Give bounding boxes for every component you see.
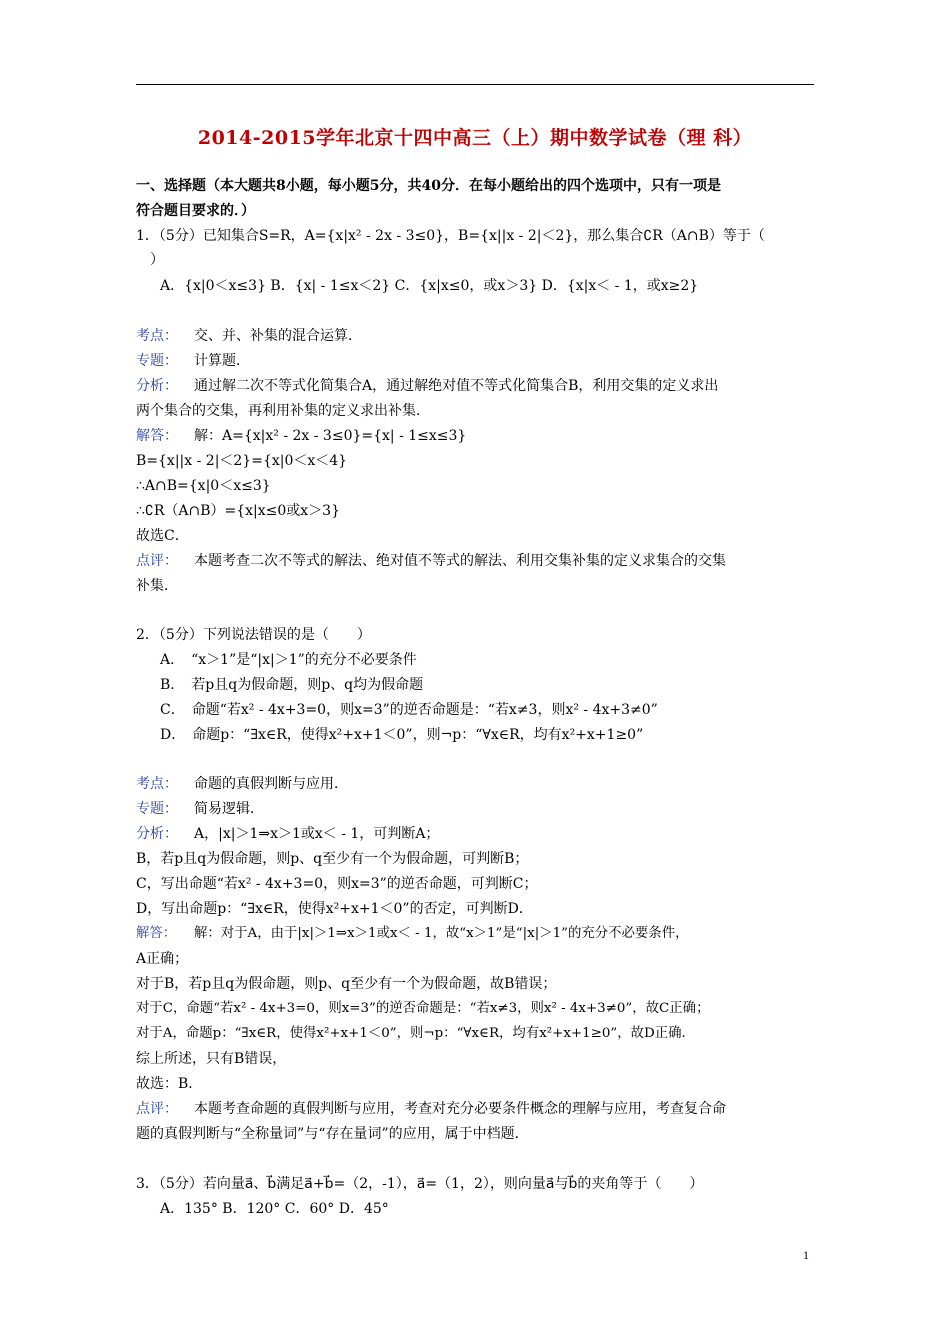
q3-stem: 3．（5分）若向量a⃗、b⃗满足a⃗+b⃗=（2，-1），a⃗=（1，2），则向量a⃗与b⃗的夹角等于（ ） <box>136 1176 704 1192</box>
label-kaodian: 考点： <box>136 328 178 344</box>
q2-option-a: A． “x＞1”是“|x|＞1”的充分不必要条件 <box>160 652 417 668</box>
q1-stem-cont: ） <box>150 252 164 268</box>
q2-jieda-line3: 对于B，若p且q为假命题，则p、q至少有一个为假命题，故B错误； <box>136 976 557 992</box>
q1-kaodian-text: 交、并、补集的混合运算． <box>194 328 362 344</box>
q2-option-d: D． 命题p：“∃x∈R，使得x²+x+1＜0”，则¬p：“∀x∈R，均有x²+x+1≥0” <box>160 727 644 743</box>
q2-zhuanti <box>136 799 264 819</box>
page-number: 1 <box>803 1248 809 1262</box>
q1-fenxi <box>136 376 718 396</box>
label-dianping: 点评： <box>136 553 178 569</box>
q3-options: A．135° B．120° C．60° D．45° <box>160 1201 389 1217</box>
q2-fenxi-line2: B，若p且q为假命题，则p、q至少有一个为假命题，可判断B； <box>136 851 529 867</box>
q1-fenxi-text: 通过解二次不等式化简集合A，通过解绝对值不等式化简集合B，利用交集的定义求出 <box>194 378 719 394</box>
label-zhuanti: 专题： <box>136 353 178 369</box>
section-heading-line1: 一、选择题（本大题共8小题，每小题5分，共40分．在每小题给出的四个选项中，只有一项是 <box>136 178 721 194</box>
q2-fenxi-line4: D，写出命题p：“∃x∈R，使得x²+x+1＜0”的否定，可判断D． <box>136 901 533 917</box>
q1-jieda-line5: 故选C． <box>136 528 189 544</box>
label-fenxi: 分析： <box>136 826 178 842</box>
q2-fenxi <box>136 824 439 844</box>
q2-kaodian <box>136 774 348 794</box>
q2-dianping <box>136 1099 726 1119</box>
q2-jieda-line6: 综上所述，只有B错误， <box>136 1051 287 1067</box>
label-jieda: 解答： <box>136 428 178 444</box>
q1-fenxi-line2: 两个集合的交集，再利用补集的定义求出补集． <box>136 403 430 419</box>
label-fenxi: 分析： <box>136 378 178 394</box>
q2-jieda-text: 解：对于A，由于|x|＞1⇒x＞1或x＜ - 1，故“x＞1”是“|x|＞1”的充分不必要条件， <box>194 926 689 941</box>
section-heading-line2: 符合题目要求的．） <box>136 203 255 219</box>
q1-zhuanti-text: 计算题． <box>194 353 250 369</box>
q2-jieda-line7: 故选：B． <box>136 1076 203 1092</box>
q1-dianping-line2: 补集． <box>136 578 178 594</box>
q1-jieda-line4: ∴∁R（A∩B）={x|x≤0或x＞3} <box>136 503 340 519</box>
q2-option-c: C． 命题“若x² - 4x+3=0，则x=3”的逆否命题是：“若x≠3，则x² - 4x+3≠0” <box>160 702 658 718</box>
q1-stem: 1．（5分）已知集合S=R，A={x|x² - 2x - 3≤0}，B={x||x - 2|＜2}，那么集合∁R（A∩B）等于（ <box>136 228 765 244</box>
q2-jieda-line2: A正确； <box>136 951 189 967</box>
q1-zhuanti <box>136 351 250 371</box>
q1-kaodian <box>136 326 362 346</box>
q2-zhuanti-text: 简易逻辑． <box>194 801 264 817</box>
label-kaodian: 考点： <box>136 776 178 792</box>
q2-dianping-text: 本题考查命题的真假判断与应用，考查对充分必要条件概念的理解与应用，考查复合命 <box>194 1101 726 1117</box>
q2-jieda-line5: 对于A，命题p：“∃x∈R，使得x²+x+1＜0”，则¬p：“∀x∈R，均有x²+x+1≥0”，故D正确． <box>136 1026 695 1041</box>
document-title: 2014-2015学年北京十四中高三（上）期中数学试卷（理 科） <box>197 127 753 149</box>
q2-jieda <box>136 924 688 944</box>
q2-fenxi-text: A，|x|＞1⇒x＞1或x＜ - 1，可判断A； <box>194 826 440 842</box>
q1-jieda-text: 解：A={x|x² - 2x - 3≤0}={x| - 1≤x≤3} <box>194 428 467 444</box>
q2-dianping-line2: 题的真假判断与“全称量词”与“存在量词”的应用，属于中档题． <box>136 1126 529 1142</box>
q1-dianping-text: 本题考查二次不等式的解法、绝对值不等式的解法、利用交集补集的定义求集合的交集 <box>194 553 726 569</box>
label-dianping: 点评： <box>136 1101 178 1117</box>
q1-jieda-line3: ∴A∩B={x|0＜x≤3} <box>136 478 271 494</box>
q1-dianping <box>136 551 726 571</box>
header-rule <box>136 84 814 85</box>
q2-jieda-line4: 对于C，命题“若x² - 4x+3=0，则x=3”的逆否命题是：“若x≠3，则x² - 4x+3≠0”，故C正确； <box>136 1001 710 1016</box>
label-jieda: 解答： <box>136 926 177 941</box>
q1-jieda-line2: B={x||x - 2|＜2}={x|0＜x＜4} <box>136 453 348 469</box>
q1-options: A．{x|0＜x≤3} B．{x| - 1≤x＜2} C．{x|x≤0，或x＞3} D．{x|x＜ - 1，或x≥2} <box>160 278 699 294</box>
label-zhuanti: 专题： <box>136 801 178 817</box>
q2-kaodian-text: 命题的真假判断与应用． <box>194 776 348 792</box>
q1-jieda <box>136 426 466 446</box>
q2-fenxi-line3: C，写出命题“若x² - 4x+3=0，则x=3”的逆否命题，可判断C； <box>136 876 538 892</box>
q2-stem: 2．（5分）下列说法错误的是（ ） <box>136 627 371 643</box>
q2-option-b: B． 若p且q为假命题，则p、q均为假命题 <box>160 677 424 693</box>
